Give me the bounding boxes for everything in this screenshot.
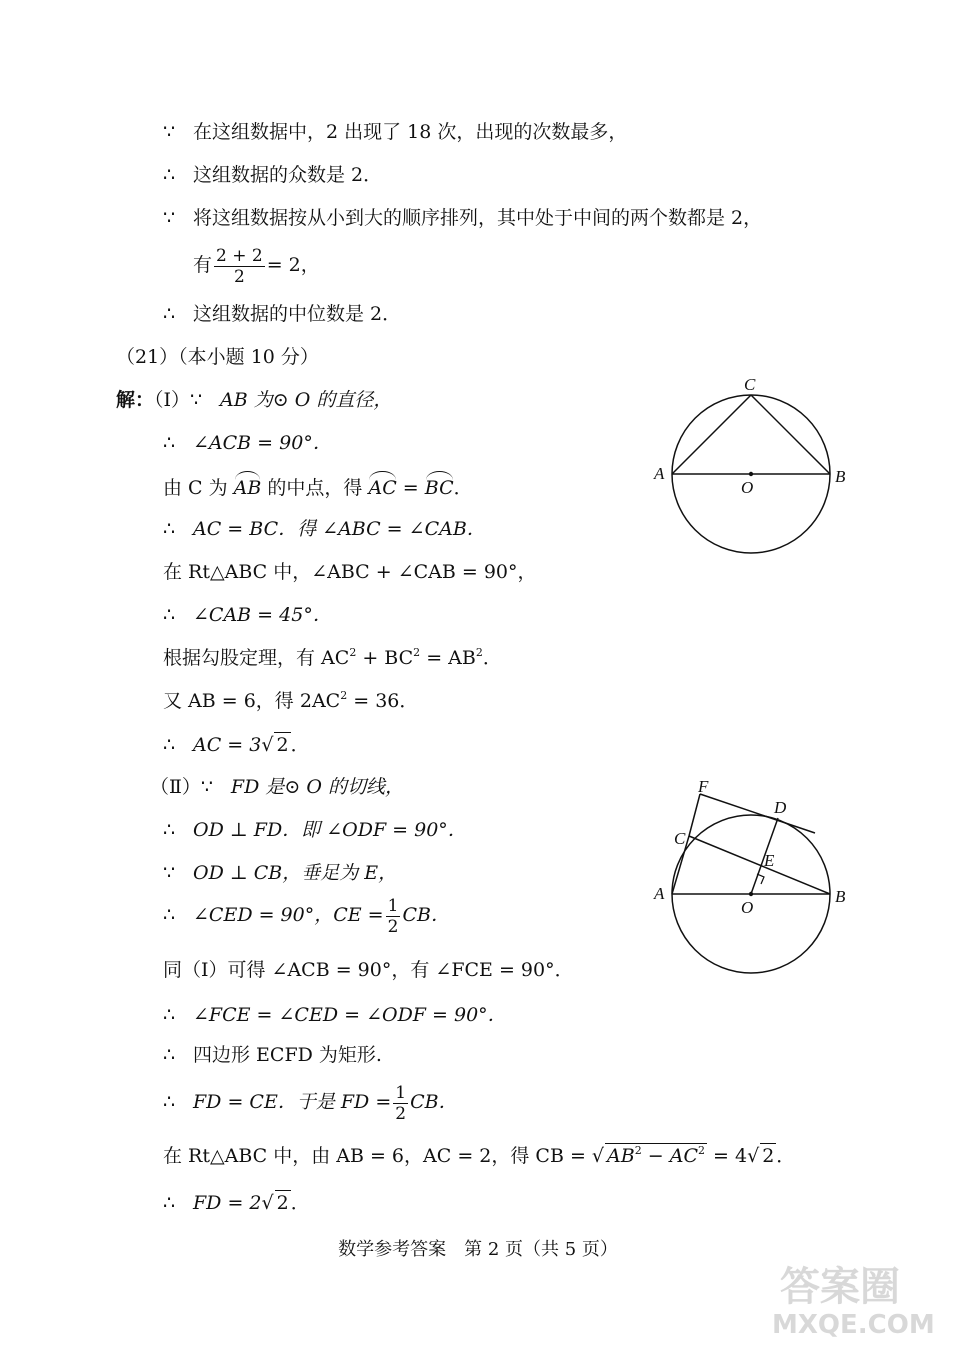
text: 这组数据的众数是 2． — [193, 164, 383, 186]
part-label: （Ⅰ） — [154, 389, 191, 411]
text: 由 C 为 — [163, 477, 228, 499]
arc-ac: AC — [368, 474, 396, 500]
radicand: 2 — [762, 1145, 775, 1167]
radicand: 2 — [276, 734, 289, 756]
part1-line-7 — [163, 646, 502, 670]
radicand: 2 — [276, 1192, 289, 1214]
therefore-symbol: ∴ — [163, 518, 176, 540]
superscript: 2 — [340, 689, 348, 702]
part2-line-2 — [163, 818, 467, 842]
statement-line-1 — [163, 120, 627, 144]
center-point — [749, 472, 753, 476]
text: ∠FCE = ∠CED = ∠ODF = 90°． — [193, 1004, 507, 1026]
numerator: 2 + 2 — [216, 245, 263, 266]
text: ． — [453, 477, 473, 499]
text: ． — [482, 647, 502, 669]
because-symbol: ∵ — [163, 862, 176, 884]
label-a: A — [654, 464, 665, 483]
figure-2-tangent-diagram — [640, 770, 860, 980]
part2-line-7 — [163, 1043, 382, 1067]
label-b: B — [835, 887, 846, 906]
text: AB 为⊙ O 的直径， — [220, 389, 393, 411]
chord-cb — [689, 836, 830, 894]
part1-line-5: 在 Rt△ABC 中，∠ABC + ∠CAB = 90°， — [163, 561, 537, 583]
tangent-fd — [700, 794, 815, 833]
label-f: F — [698, 777, 709, 796]
label-o: O — [741, 898, 754, 917]
radicand-part: − AC — [641, 1145, 698, 1167]
text: 的中点，得 — [267, 477, 363, 499]
text: FD = 2 — [193, 1192, 262, 1214]
text: AC = BC．得 ∠ABC = ∠CAB． — [193, 518, 486, 540]
because-symbol: ∵ — [200, 776, 214, 798]
therefore-symbol: ∴ — [163, 303, 176, 325]
label-o: O — [741, 478, 754, 497]
text: ． — [290, 1192, 310, 1214]
part-label: （Ⅱ） — [150, 776, 201, 798]
text: 有 — [193, 254, 213, 276]
label-b: B — [835, 467, 846, 486]
text: + BC — [356, 647, 414, 669]
text: 四边形 ECFD 为矩形. — [193, 1044, 382, 1066]
part2-line-6 — [163, 1003, 507, 1027]
text: = 36． — [347, 690, 419, 712]
text: FD = CE．于是 FD = — [193, 1091, 392, 1113]
arc-ab: AB — [234, 474, 262, 500]
label-c: C — [674, 829, 686, 848]
denominator: 2 — [395, 1103, 407, 1124]
part1-line-9: ∴ AC = 3√ 2 ． — [163, 734, 310, 756]
chord-ac — [672, 395, 751, 474]
statement-line-2 — [163, 163, 382, 187]
text: = 4 — [713, 1145, 748, 1167]
because-symbol: ∵ — [163, 207, 176, 229]
part1-line-4 — [163, 517, 486, 541]
part2-line-8 — [163, 1080, 458, 1124]
text: OD ⊥ FD．即 ∠ODF = 90°． — [193, 819, 467, 841]
denominator: 2 — [387, 916, 399, 937]
text: = AB — [420, 647, 476, 669]
superscript: 2 — [697, 1144, 705, 1157]
numerator: 1 — [395, 1082, 407, 1103]
fraction — [386, 896, 401, 937]
part2-line-9: 在 Rt△ABC 中，由 AB = 6，AC = 2，得 CB = √ $AB^2 - AC^2 = 4√$ 2 ． — [163, 1144, 796, 1167]
because-symbol: ∵ — [190, 389, 203, 411]
part2-line-5: 同（Ⅰ）可得 ∠ACB = 90°，有 ∠FCE = 90°． — [163, 959, 574, 981]
equals: = — [402, 477, 419, 499]
text: 在 Rt△ABC 中，由 AB = 6，AC = 2，得 CB = — [163, 1145, 586, 1167]
text: 将这组数据按从小到大的顺序排列，其中处于中间的两个数都是 2， — [193, 207, 763, 229]
figure-1-circle-diagram — [640, 370, 860, 570]
part2-line-10: ∴ FD = 2√ 2 ． — [163, 1192, 310, 1214]
statement-line-4 — [193, 243, 320, 287]
text: CB． — [402, 904, 450, 926]
text: AC = 3 — [193, 734, 262, 756]
statement-line-5 — [163, 302, 401, 326]
therefore-symbol: ∴ — [163, 819, 176, 841]
text: 又 AB = 6，得 2AC — [163, 690, 341, 712]
therefore-symbol: ∴ — [163, 1004, 176, 1026]
text: 这组数据的中位数是 2． — [193, 303, 402, 325]
numerator: 1 — [387, 895, 399, 916]
text: OD ⊥ CB，垂足为 E， — [193, 862, 398, 884]
part1-line-1 — [116, 388, 392, 412]
superscript: 2 — [475, 646, 483, 659]
text: ∠CED = 90°，CE = — [193, 904, 384, 926]
radical — [605, 1143, 707, 1168]
therefore-symbol: ∴ — [163, 432, 176, 454]
therefore-symbol: ∴ — [163, 164, 176, 186]
solve-label: 解： — [116, 389, 155, 411]
superscript: 2 — [349, 646, 357, 659]
part2-line-3 — [163, 861, 397, 885]
therefore-symbol: ∴ — [163, 604, 176, 626]
label-c: C — [744, 375, 756, 394]
superscript: 2 — [634, 1144, 642, 1157]
text: 在这组数据中，2 出现了 18 次，出现的次数最多， — [193, 121, 628, 143]
chord-bc — [751, 395, 830, 474]
watermark-url: MXQE.COM — [772, 1310, 935, 1340]
segment-cf — [689, 794, 700, 836]
text: ∠ACB = 90°． — [193, 432, 332, 454]
text: ． — [290, 734, 310, 756]
label-a: A — [654, 884, 665, 903]
label-e: E — [764, 851, 775, 870]
label-d: D — [774, 798, 787, 817]
text: = 2， — [266, 254, 320, 276]
text: CB． — [410, 1091, 458, 1113]
text: FD 是⊙ O 的切线， — [230, 776, 404, 798]
arc-bc: BC — [425, 474, 454, 500]
fraction — [393, 1083, 408, 1124]
fraction — [214, 246, 265, 287]
denominator: 2 — [233, 266, 245, 287]
part1-line-6 — [163, 603, 332, 627]
because-symbol: ∵ — [163, 121, 176, 143]
text: ． — [776, 1145, 796, 1167]
radicand-part: AB — [607, 1145, 635, 1167]
text: 根据勾股定理，有 AC — [163, 647, 350, 669]
center-point — [749, 892, 753, 896]
part1-line-8 — [163, 689, 418, 713]
therefore-symbol: ∴ — [163, 1192, 176, 1214]
part2-line-1 — [150, 775, 404, 799]
part1-line-3 — [163, 474, 473, 500]
part1-line-2 — [163, 431, 332, 455]
text: ∠CAB = 45°． — [193, 604, 332, 626]
therefore-symbol: ∴ — [163, 904, 176, 926]
therefore-symbol: ∴ — [163, 1091, 176, 1113]
part2-line-4 — [163, 893, 450, 937]
statement-line-3 — [163, 206, 762, 230]
page-footer: 数学参考答案 第 2 页（共 5 页） — [338, 1239, 618, 1260]
watermark-logo: 答案圈 — [780, 1264, 900, 1310]
question-header: （21）（本小题 10 分） — [116, 346, 319, 368]
superscript: 2 — [413, 646, 421, 659]
therefore-symbol: ∴ — [163, 1044, 176, 1066]
therefore-symbol: ∴ — [163, 734, 176, 756]
